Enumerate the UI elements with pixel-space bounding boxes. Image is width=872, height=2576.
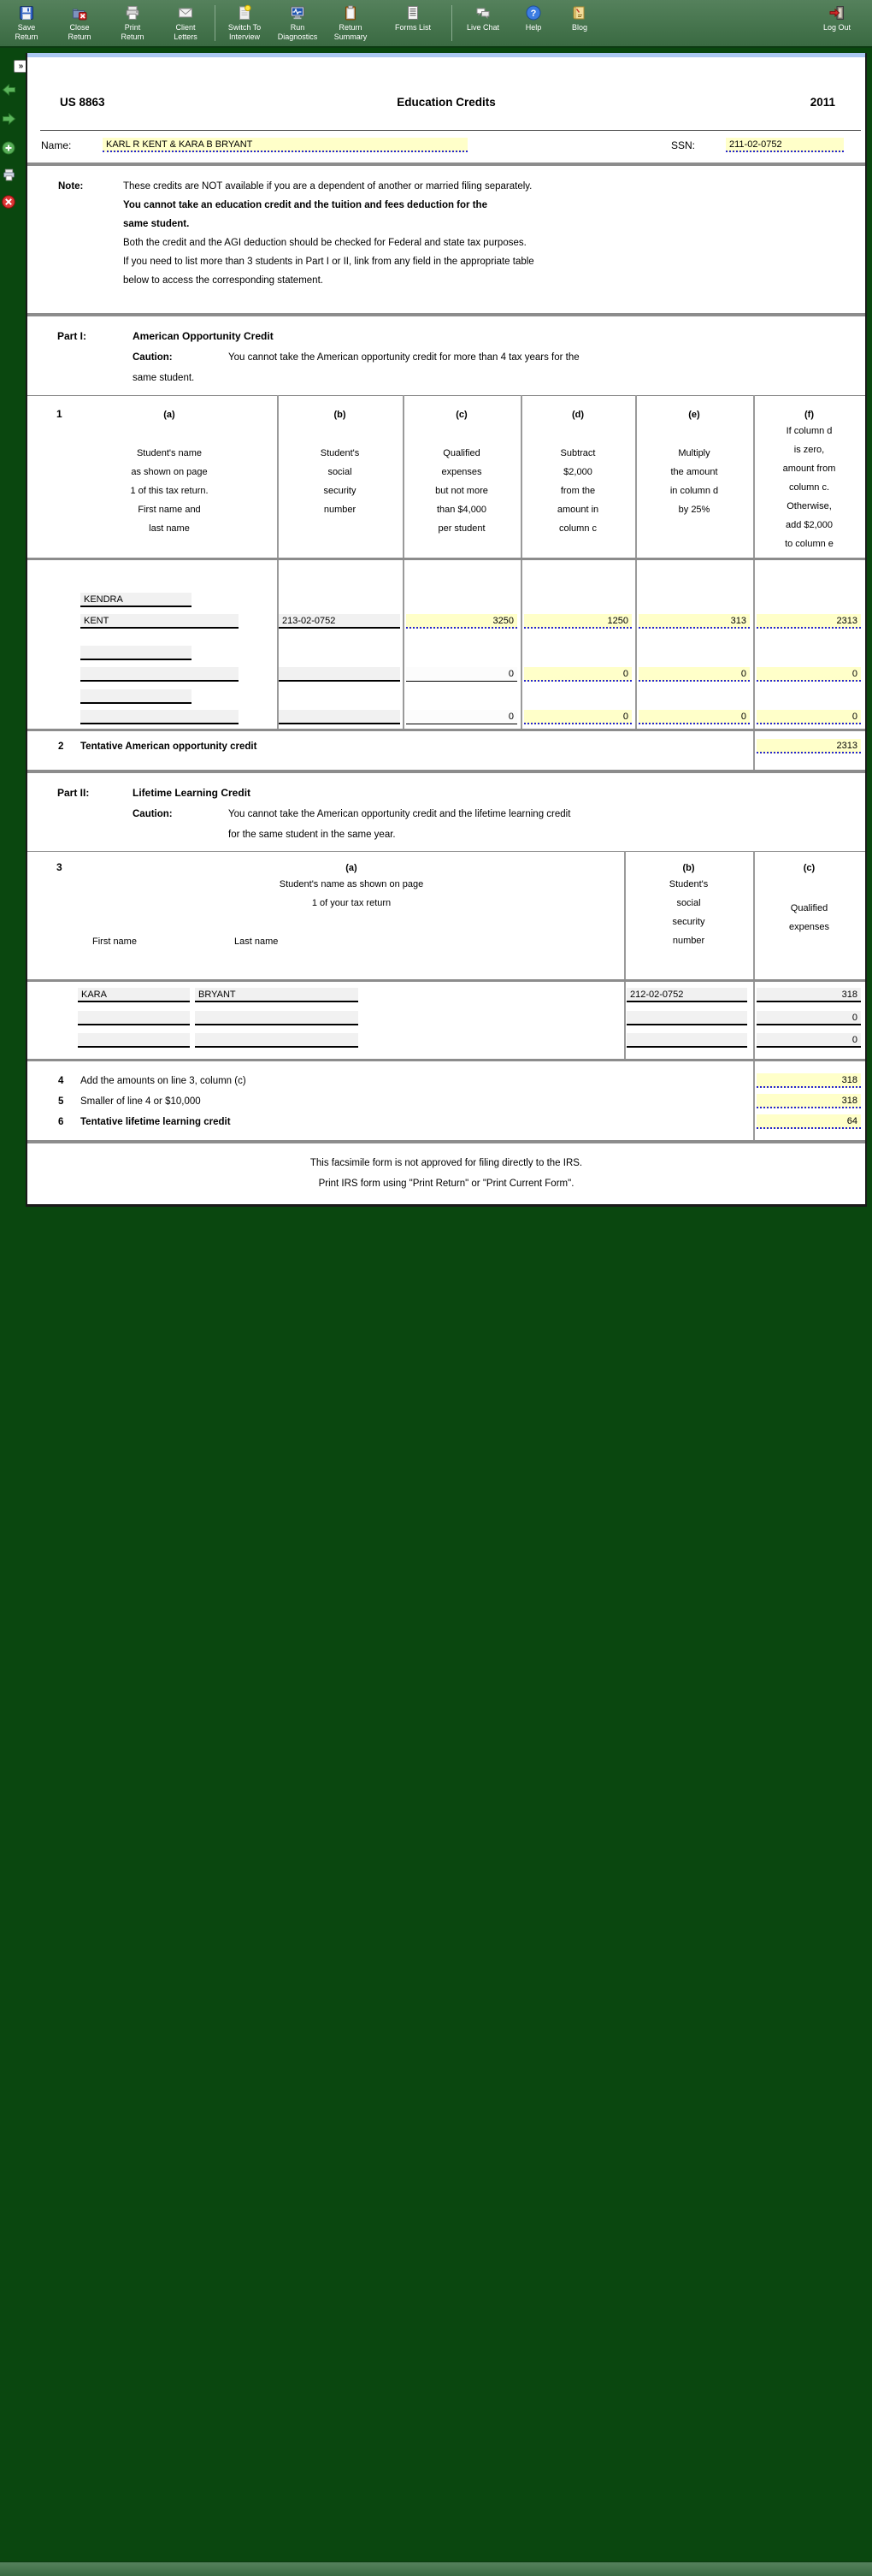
p2-row2-ssn-field[interactable]	[627, 1011, 747, 1025]
column-desc-line: add $2,000	[785, 520, 834, 530]
envelope-icon	[177, 3, 194, 22]
column-desc-line: column c.	[788, 482, 830, 493]
column-desc-line: number	[323, 505, 356, 515]
p1-row1-last-name-field[interactable]: KENT	[80, 614, 239, 629]
table1-col-b-header	[277, 408, 403, 519]
column-desc-line: security	[672, 917, 705, 927]
toolbar-label: Return	[15, 32, 38, 41]
toolbar-button-return-summary[interactable]	[324, 3, 377, 42]
table2-col-c-header	[753, 861, 865, 936]
p1-row1-first-name-field[interactable]: KENDRA	[80, 593, 191, 607]
table-bottom-divider	[27, 1059, 865, 1061]
column-desc-line: First name and	[138, 505, 201, 515]
line2-number: 2	[58, 741, 64, 752]
part1-line-number: 1	[56, 408, 62, 420]
part1-label: Part I:	[57, 330, 87, 342]
column-desc-line: in column d	[669, 486, 719, 496]
facsimile-disclaimer-line: Print IRS form using "Print Return" or "Print Current Form".	[318, 1179, 574, 1189]
table1-col-f-header	[753, 408, 865, 553]
column-desc-line: Multiply	[678, 448, 710, 458]
toolbar-label: Return	[68, 32, 91, 41]
taxpayer-ssn-field[interactable]: 211-02-0752	[726, 138, 844, 152]
part1-caution-label: Caution:	[133, 352, 173, 363]
column-desc-line: expenses	[788, 922, 830, 932]
p2-row2-first-name-field[interactable]	[78, 1011, 190, 1025]
column-letter: (e)	[688, 410, 700, 420]
p2-row1-first-name-field[interactable]: KARA	[78, 988, 190, 1002]
taxpayer-name-field[interactable]: KARL R KENT & KARA B BRYANT	[103, 138, 468, 152]
facsimile-disclaimer-line: This facsimile form is not approved for filing directly to the IRS.	[309, 1158, 583, 1168]
folder-close-icon	[71, 3, 88, 22]
p1-row3-multiply-field[interactable]: 0	[639, 710, 750, 724]
column-desc-line: to column e	[785, 539, 834, 549]
printer-icon	[124, 3, 141, 22]
diagnostics-monitor-icon	[289, 3, 306, 22]
last-name-column-label: Last name	[234, 936, 279, 947]
p1-row1-multiply-field[interactable]: 313	[639, 614, 750, 629]
toolbar-button-live-chat[interactable]	[455, 3, 511, 32]
column-letter: (b)	[682, 863, 695, 873]
navigate-forward-icon[interactable]	[2, 113, 17, 128]
ssn-label: SSN:	[671, 139, 696, 151]
toolbar-label: Client	[175, 23, 196, 32]
line6-number: 6	[58, 1117, 64, 1127]
toolbar-label: Switch To	[227, 23, 262, 32]
column-letter: (a)	[345, 863, 357, 873]
line4-label: Add the amounts on line 3, column (c)	[80, 1076, 246, 1086]
blog-scroll-icon	[571, 3, 588, 22]
logout-door-icon	[828, 3, 845, 22]
add-form-icon[interactable]	[2, 141, 17, 157]
toolbar-label: Blog	[571, 23, 587, 32]
toolbar-label: Live Chat	[466, 23, 500, 32]
interview-document-icon	[236, 3, 253, 22]
section-divider	[27, 162, 865, 166]
toolbar-label: Save	[17, 23, 36, 32]
column-desc-line: Student's name	[136, 448, 203, 458]
p1-row3-first-name-field[interactable]	[80, 689, 191, 704]
p2-row3-first-name-field[interactable]	[78, 1033, 190, 1048]
save-icon	[18, 3, 35, 22]
table-header-divider	[27, 979, 865, 982]
section-divider	[27, 1140, 865, 1143]
form-code: US 8863	[60, 96, 105, 109]
delete-form-icon[interactable]	[2, 195, 17, 210]
form-8863-window	[26, 53, 867, 1207]
line2-value-field[interactable]: 2313	[757, 739, 861, 753]
navigate-back-icon[interactable]	[2, 84, 17, 99]
part1-title: American Opportunity Credit	[133, 330, 274, 342]
section-divider	[27, 770, 865, 773]
note-line: Both the credit and the AGI deduction should be checked for Federal and state tax purposes.	[123, 238, 527, 248]
p1-row1-subtract-field[interactable]: 1250	[524, 614, 632, 629]
part2-caution-label: Caution:	[133, 809, 173, 819]
column-desc-line: Subtract	[560, 448, 596, 458]
column-desc-line: amount from	[782, 464, 836, 474]
part2-label: Part II:	[57, 787, 90, 799]
column-desc-line: by 25%	[678, 505, 710, 515]
p1-row1-credit-field[interactable]: 2313	[757, 614, 861, 629]
p2-row1-qualified-expenses-field[interactable]: 318	[757, 988, 861, 1002]
table-bottom-divider	[27, 729, 865, 731]
table1-col-a-header	[62, 408, 277, 538]
p1-row2-multiply-field[interactable]: 0	[639, 667, 750, 682]
chevrons-right-icon: »	[18, 62, 24, 71]
toolbar-button-blog[interactable]	[556, 3, 604, 32]
note-line: These credits are NOT available if you are a dependent of another or married filing separately.	[123, 181, 533, 192]
part2-caution-line: You cannot take the American opportunity credit and the lifetime learning credit	[228, 809, 571, 819]
column-desc-line: If column d	[786, 426, 833, 436]
column-desc-line: than $4,000	[436, 505, 487, 515]
form-8863-content	[27, 53, 865, 1204]
p1-row2-qualified-expenses-field[interactable]: 0	[406, 667, 517, 682]
p2-row2-qualified-expenses-field[interactable]: 0	[757, 1011, 861, 1025]
toolbar-button-log-out[interactable]	[810, 3, 863, 32]
line2-label: Tentative American opportunity credit	[80, 741, 257, 752]
line6-label: Tentative lifetime learning credit	[80, 1117, 231, 1127]
p2-row2-last-name-field[interactable]	[195, 1011, 358, 1025]
note-line: If you need to list more than 3 students in Part I or II, link from any field in the appropriate table	[123, 257, 534, 267]
section-divider	[27, 313, 865, 316]
column-desc-line: social	[676, 898, 701, 908]
part2-title: Lifetime Learning Credit	[133, 787, 251, 799]
p2-row3-ssn-field[interactable]	[627, 1033, 747, 1048]
column-desc-line: expenses	[441, 467, 482, 477]
column-desc-line: from the	[560, 486, 596, 496]
chat-bubbles-icon	[474, 3, 492, 22]
p2-row3-qualified-expenses-field[interactable]: 0	[757, 1033, 861, 1048]
column-desc-line: as shown on page	[131, 467, 208, 477]
column-desc-line: last name	[149, 523, 190, 534]
table-border	[27, 851, 865, 852]
toolbar-button-forms-list[interactable]	[377, 3, 449, 32]
column-desc-line: amount in	[557, 505, 599, 515]
toolbar-label: Log Out	[822, 23, 851, 32]
forms-list-document-icon	[404, 3, 421, 22]
column-letter: (a)	[163, 410, 175, 420]
column-desc-line: security	[323, 486, 356, 496]
column-desc-line: number	[672, 936, 705, 946]
column-desc-line: Student's	[320, 448, 360, 458]
column-letter: (f)	[804, 410, 814, 420]
column-letter: (b)	[333, 410, 346, 420]
toolbar-label: Return	[121, 32, 144, 41]
toolbar-button-run-diagnostics[interactable]	[271, 3, 324, 42]
toolbar-label: Summary	[333, 32, 368, 41]
first-name-column-label: First name	[92, 936, 137, 947]
toolbar-button-close-return[interactable]	[53, 3, 106, 42]
p1-row3-qualified-expenses-field[interactable]: 0	[406, 710, 517, 724]
page-title: Education Credits	[397, 96, 496, 109]
line4-number: 4	[58, 1076, 64, 1086]
column-desc-line: but not more	[435, 486, 488, 496]
toolbar-label: Run	[290, 23, 305, 32]
toolbar-button-save-return[interactable]	[0, 3, 53, 42]
table1-col-c-header	[403, 408, 521, 538]
toolbar-label: Print	[124, 23, 141, 32]
toolbar-separator	[451, 5, 452, 41]
taskbar-strip	[0, 2561, 872, 2576]
column-desc-line: 1 of your tax return	[311, 898, 392, 908]
p1-row1-ssn-field[interactable]: 213-02-0752	[279, 614, 400, 629]
note-line: same student.	[123, 219, 190, 229]
line5-number: 5	[58, 1096, 64, 1107]
p1-row3-subtract-field[interactable]: 0	[524, 710, 632, 724]
column-desc-line: Qualified	[443, 448, 480, 458]
svg-text:?: ?	[530, 9, 537, 19]
help-question-icon	[525, 3, 542, 22]
p1-row3-ssn-field[interactable]	[279, 710, 400, 724]
toolbar-label: Diagnostics	[277, 32, 318, 41]
toolbar-label: Close	[69, 23, 90, 32]
column-desc-line: column c	[558, 523, 598, 534]
p1-row3-last-name-field[interactable]	[80, 710, 239, 724]
column-desc-line: $2,000	[563, 467, 592, 477]
p2-row1-ssn-field[interactable]: 212-02-0752	[627, 988, 747, 1002]
title-underline	[40, 130, 861, 131]
toolbar-button-help[interactable]	[511, 3, 556, 32]
table2-col-a-header	[79, 861, 624, 913]
table-border	[27, 395, 865, 396]
p2-row1-last-name-field[interactable]: BRYANT	[195, 988, 358, 1002]
column-desc-line: 1 of this tax return.	[130, 486, 209, 496]
column-desc-line: Qualified	[790, 903, 828, 913]
p1-row2-ssn-field[interactable]	[279, 667, 400, 682]
p1-row1-qualified-expenses-field[interactable]: 3250	[406, 614, 517, 629]
line5-value-field[interactable]: 318	[757, 1094, 861, 1108]
summary-clipboard-icon	[342, 3, 359, 22]
toolbar-label: Interview	[228, 32, 260, 41]
toolbar-label: Forms List	[394, 23, 431, 32]
part1-caution-line: You cannot take the American opportunity credit for more than 4 tax years for the	[228, 352, 580, 363]
table2-col-b-header	[624, 861, 753, 950]
column-desc-line: is zero,	[793, 445, 825, 455]
part2-line-number: 3	[56, 861, 62, 873]
line4-value-field[interactable]: 318	[757, 1073, 861, 1088]
column-letter: (d)	[571, 410, 585, 420]
note-label: Note:	[58, 181, 84, 192]
toolbar-button-switch-to-interview[interactable]	[218, 3, 271, 42]
name-label: Name:	[41, 139, 72, 151]
column-desc-line: per student	[438, 523, 486, 534]
toolbar-label: Return	[339, 23, 362, 32]
p2-row3-last-name-field[interactable]	[195, 1033, 358, 1048]
line6-value-field[interactable]: 64	[757, 1114, 861, 1129]
line5-label: Smaller of line 4 or $10,000	[80, 1096, 201, 1107]
column-desc-line: Student's name as shown on page	[279, 879, 424, 889]
column-desc-line: Otherwise,	[787, 501, 832, 511]
p1-row2-first-name-field[interactable]	[80, 646, 191, 660]
toolbar-button-client-letters[interactable]	[159, 3, 212, 42]
tax-year: 2011	[810, 96, 835, 109]
print-form-icon[interactable]	[2, 168, 17, 183]
part1-caution-line: same student.	[133, 373, 195, 383]
table1-col-d-header	[521, 408, 635, 538]
note-line: You cannot take an education credit and the tuition and fees deduction for the	[123, 200, 487, 210]
toolbar-label: Help	[525, 23, 542, 32]
column-desc-line: the amount	[670, 467, 718, 477]
column-desc-line: Student's	[669, 879, 709, 889]
toolbar-label: Letters	[174, 32, 197, 41]
table1-col-e-header	[635, 408, 753, 519]
column-letter: (c)	[456, 410, 468, 420]
table-header-divider	[27, 558, 865, 560]
column-letter: (c)	[803, 863, 816, 873]
part2-caution-line: for the same student in the same year.	[228, 830, 396, 840]
p1-row3-credit-field[interactable]: 0	[757, 710, 861, 724]
toolbar-button-print-return[interactable]	[106, 3, 159, 42]
p1-row2-last-name-field[interactable]	[80, 667, 239, 682]
main-toolbar	[0, 0, 872, 48]
note-line: below to access the corresponding statement.	[123, 275, 323, 286]
column-desc-line: social	[327, 467, 352, 477]
p1-row2-subtract-field[interactable]: 0	[524, 667, 632, 682]
p1-row2-credit-field[interactable]: 0	[757, 667, 861, 682]
